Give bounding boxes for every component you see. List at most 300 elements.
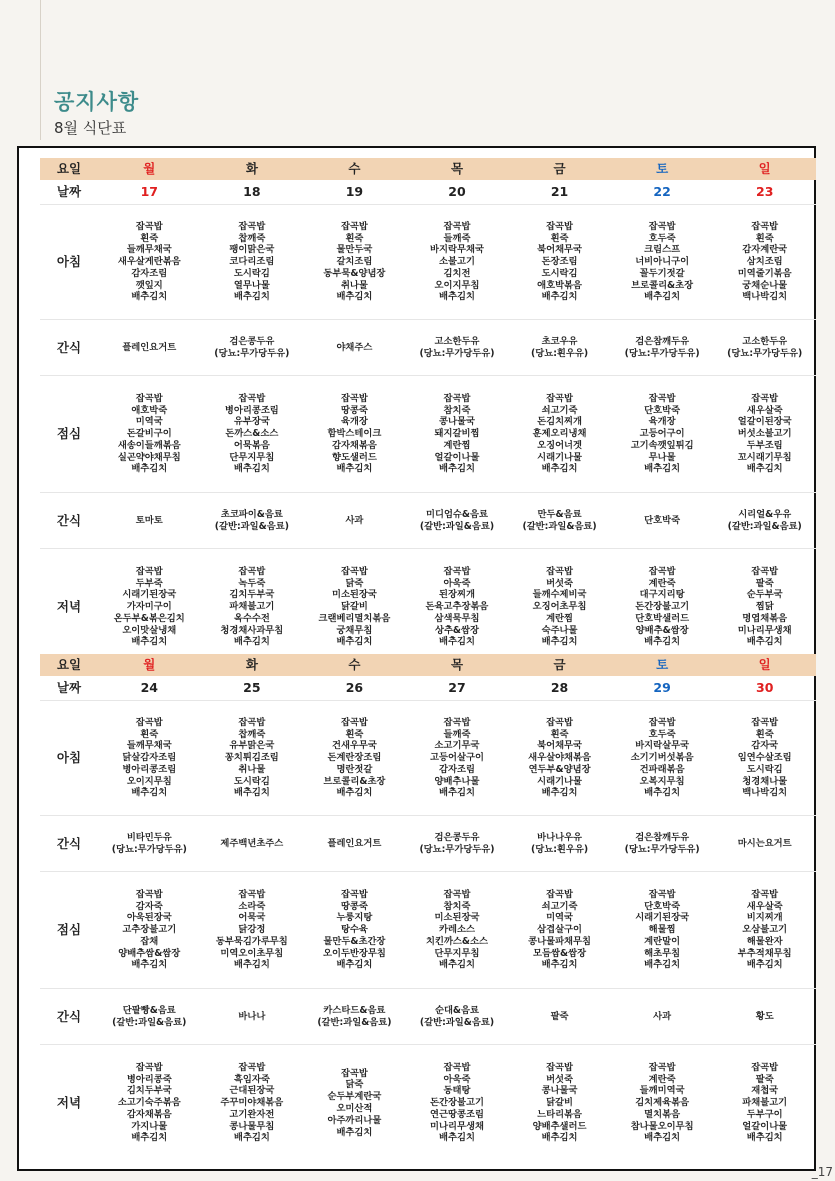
menu-item: 참나물오이무침 [630,1120,694,1132]
menu-cell [508,989,611,1044]
menu-item: 해물찜 [648,924,676,936]
menu-cell [201,989,304,1044]
menu-item: 버섯죽 [546,577,574,589]
menu-item: 잡곡밥 [443,716,471,728]
menu-item: 버섯죽 [546,1073,574,1085]
menu-item: 파채불고기 [742,1097,788,1109]
menu-item: 미디엄슈&음료 [425,508,488,520]
menu-item: 배추김치 [336,959,373,971]
weekday-cell: 목 [450,161,464,177]
menu-item: 감자조림 [131,267,168,279]
menu-cell [98,989,201,1044]
menu-item: 흑임자죽 [233,1073,270,1085]
lunch-row [40,376,816,493]
weekday-cell: 목 [450,657,464,673]
menu-item: 꽁치튀김조림 [224,752,279,764]
menu-item: 배추김치 [439,959,475,971]
menu-cell [98,549,201,665]
menu-item: 호두죽 [648,728,676,740]
menu-cell [303,320,406,375]
menu-item: 들깨무채국 [126,244,172,256]
snack-label: 간식 [56,339,82,355]
menu-item: 초코파이&음료 [220,508,283,520]
menu-item: 팥죽 [755,577,774,589]
menu-cell [611,376,714,492]
menu-item: 토마토 [135,514,163,526]
menu-item: 감자채볶음 [126,1108,172,1120]
menu-item: 온두부&볶은김치 [113,612,185,624]
menu-item: 돈육고추장볶음 [425,601,489,613]
menu-item: 브로콜리&초장 [323,775,386,787]
menu-item: 돈까스&소스 [225,428,279,440]
weekday-cell: 금 [553,161,566,177]
menu-cell [303,205,406,319]
menu-item: 잡곡밥 [648,1061,676,1073]
menu-cell [406,1045,509,1161]
menu-item: 물만두&초간장 [323,935,386,947]
menu-item: 아욱죽 [443,577,471,589]
date-cell: 19 [345,184,364,200]
menu-item: 비지찌개 [746,912,783,924]
menu-item: 닭죽 [345,1079,364,1091]
menu-item: 고등어구이 [639,428,685,440]
menu-item: 배추김치 [233,636,270,648]
weekday-cell: 월 [143,657,156,673]
menu-item: 북어채무국 [537,740,583,752]
menu-item: 배추김치 [746,463,783,475]
menu-cell [406,872,509,988]
weekday-cell: 일 [758,657,771,673]
menu-item: 배추김치 [131,1132,168,1144]
menu-cell [713,701,816,815]
menu-item: 유부장국 [233,416,270,428]
menu-item: 고추장불고기 [122,924,177,936]
menu-cell [98,320,201,375]
menu-item: 대구지리탕 [639,589,685,601]
menu-item: 브로콜리&초장 [631,279,694,291]
menu-item: 배추김치 [644,787,681,799]
morning-snack-row [40,320,816,376]
menu-item: 바나나우유 [537,831,583,843]
menu-item: 돈장조림 [541,256,578,268]
menu-cell [303,1045,406,1161]
menu-item: 감자죽 [135,900,163,912]
menu-item: 잡곡밥 [238,888,266,900]
menu-item: 새송이들깨볶음 [117,439,181,451]
date-cell: 24 [140,680,158,696]
menu-item: 흰죽 [140,232,159,244]
menu-item: 배추김치 [131,291,168,303]
menu-item: 오징어초무침 [532,601,587,613]
date-cell: 20 [448,184,466,200]
menu-item: 들깨수제비국 [532,589,587,601]
menu-cell [201,205,304,319]
menu-item: 참치죽 [443,900,471,912]
menu-item: 쇠고기죽 [541,404,578,416]
menu-item: 동태탕 [443,1085,471,1097]
menu-item: 순두부국 [746,589,783,601]
menu-item: 미역줄기볶음 [737,267,792,279]
menu-item: 흰죽 [755,728,774,740]
menu-cell [303,376,406,492]
breakfast-row [40,205,816,320]
dinner-label: 저녁 [56,599,82,615]
menu-item: 찜닭 [755,601,774,613]
menu-item: 잡곡밥 [546,220,574,232]
menu-item: 훈제오리냉채 [532,428,587,440]
menu-item: 계란죽 [648,577,676,589]
weekday-cell: 수 [348,161,361,177]
menu-item: 흰죽 [345,232,364,244]
menu-item: 궁채무침 [336,624,373,636]
menu-item: 들깨죽 [443,728,471,740]
menu-item: 땅콩죽 [340,404,368,416]
menu-item: 배추김치 [541,959,578,971]
menu-item: 무나물 [648,451,676,463]
menu-item: 잡곡밥 [135,392,163,404]
menu-item: 감자채볶음 [331,439,377,451]
menu-item: 카스타드&음료 [323,1004,386,1016]
menu-item: 크림스프 [644,244,681,256]
week-2-table [40,654,816,1161]
menu-item: 탕수육 [340,924,368,936]
menu-cell [201,816,304,871]
menu-item: 잡곡밥 [340,1067,368,1079]
menu-item: 잡곡밥 [135,565,163,577]
menu-item: 잡곡밥 [340,888,368,900]
menu-item: 잡곡밥 [238,220,266,232]
menu-cell [713,493,816,548]
menu-item: (당뇨:무가당두유) [214,347,290,359]
menu-item: 잡곡밥 [546,1061,574,1073]
dinner-row [40,1045,816,1161]
menu-cell [611,320,714,375]
menu-item: 삼색묵무침 [434,612,480,624]
menu-item: 돈간장불고기 [635,601,690,613]
menu-cell [508,872,611,988]
menu-item: 돈계란장조림 [327,752,382,764]
menu-item: 얼갈이나물 [742,1120,788,1132]
snack-label: 간식 [56,835,82,851]
week-1-table [40,158,816,665]
menu-item: 닭죽 [345,577,364,589]
menu-item: 건파래볶음 [639,763,685,775]
menu-item: 잡곡밥 [648,888,676,900]
menu-item: 아주까리나물 [327,1114,382,1126]
menu-item: 호두죽 [648,232,676,244]
lunch-label: 점심 [56,922,82,938]
menu-item: 오미산적 [336,1103,373,1114]
weekday-cell: 화 [245,161,258,177]
menu-cell [713,205,816,319]
menu-item: 시래기나물 [537,451,583,463]
menu-item: 주꾸미야채볶음 [220,1097,284,1109]
page-number: _17 [811,1165,833,1179]
menu-item: (당뇨:무가당두유) [727,347,803,359]
date-cell: 29 [653,680,671,696]
menu-item: 도시락김 [746,763,783,775]
menu-item: (당뇨:흰우유) [531,843,589,855]
menu-cell [303,701,406,815]
menu-item: 잡곡밥 [443,1061,471,1073]
menu-item: 참치죽 [443,404,471,416]
menu-item: 들깨무채국 [126,740,172,752]
menu-cell [201,1045,304,1161]
menu-item: 오징어너겟 [537,439,583,451]
menu-item: 만두&음료 [537,508,582,520]
menu-cell [508,205,611,319]
menu-item: 배추김치 [439,636,475,648]
menu-item: 배추김치 [644,636,681,648]
menu-item: 옥수수전 [233,612,270,624]
menu-item: 순대&음료 [434,1004,479,1016]
menu-item: 돈갈비구이 [126,428,172,440]
menu-cell [713,816,816,871]
menu-item: 계란찜 [546,612,574,624]
menu-item: 배추김치 [336,636,373,648]
menu-item: 배추김치 [233,959,270,971]
menu-item: 백나박김치 [742,291,788,303]
menu-cell [713,872,816,988]
menu-item: 콩나물파채무침 [528,935,591,947]
menu-item: (당뇨:무가당두유) [111,843,187,855]
snack-label: 간식 [56,1008,82,1024]
menu-cell [201,376,304,492]
date-cell: 23 [756,184,774,200]
menu-item: 단팥빵&음료 [122,1004,176,1016]
menu-item: 단호박죽 [644,404,681,416]
menu-item: 김치전 [443,267,471,279]
menu-item: 배추김치 [336,1126,373,1138]
menu-item: 된장찌개 [439,589,475,601]
date-cell: 22 [653,184,671,200]
menu-item: 소기기버섯볶음 [630,752,694,764]
menu-item: 잡곡밥 [238,565,266,577]
date-cell: 26 [345,680,364,696]
menu-item: 꼴두기젓갈 [639,267,685,279]
menu-cell [611,1045,714,1161]
menu-item: 돈간장불고기 [430,1097,484,1109]
date-cell: 25 [243,680,261,696]
morning-snack-row [40,816,816,872]
menu-item: 오이지무침 [434,279,480,291]
menu-item: 애호박볶음 [537,279,583,291]
day-label: 요일 [56,161,82,177]
menu-item: 향도샐러드 [331,451,377,463]
menu-item: 흰죽 [550,232,569,244]
menu-item: 야채주스 [336,341,373,353]
menu-item: 어묵볶음 [233,439,270,451]
menu-item: 단호박죽 [644,900,681,912]
menu-item: 배추김치 [233,463,270,475]
menu-item: 바지락살무국 [635,740,690,752]
menu-item: 청경채나물 [742,775,788,787]
breakfast-label: 아침 [56,750,82,766]
menu-item: 잡곡밥 [751,392,779,404]
menu-table-frame [17,146,816,1171]
menu-item: 도시락김 [233,775,270,787]
weekday-cell: 월 [143,161,156,177]
menu-item: 배추김치 [233,787,270,799]
menu-item: 닭살감자조림 [122,752,177,764]
menu-item: 흰죽 [755,232,774,244]
menu-item: 두부죽 [135,577,163,589]
page-subtitle: 8월 식단표 [54,119,127,137]
menu-item: 오이맛살냉채 [122,624,177,636]
menu-item: 배추김치 [439,787,475,799]
menu-item: 미소된장국 [331,589,377,601]
menu-item: 고기완자전 [229,1108,275,1120]
weekday-cell: 토 [656,657,669,673]
date-cell: 30 [756,680,774,696]
menu-item: 육개장 [340,416,368,428]
day-label: 요일 [56,657,82,673]
menu-item: 닭강정 [238,924,266,936]
menu-item: 꼬시래기무침 [737,451,792,463]
menu-cell [98,205,201,319]
menu-item: 미역오이초무침 [220,947,284,959]
menu-cell [406,493,509,548]
menu-item: 멸치볶음 [644,1108,681,1120]
menu-item: 잡곡밥 [340,392,368,404]
menu-item: 취나물 [340,279,368,291]
menu-item: 코다리조림 [229,256,275,268]
menu-item: 배추김치 [541,291,578,303]
menu-cell [98,816,201,871]
menu-item: 아욱죽 [443,1073,471,1085]
menu-item: 잡곡밥 [340,716,368,728]
menu-item: (당뇨:무가당두유) [624,843,700,855]
menu-cell [713,1045,816,1161]
menu-item: 흰죽 [140,728,159,740]
menu-item: (당뇨:흰우유) [531,347,589,359]
menu-item: 새우살죽 [746,900,783,912]
menu-item: 열무나물 [233,279,270,291]
menu-item: 계란말이 [644,935,681,947]
menu-item: 느타리볶음 [537,1108,583,1120]
menu-item: 배추김치 [131,787,168,799]
menu-item: 잡곡밥 [135,1061,163,1073]
menu-item: 흰죽 [345,728,364,740]
menu-item: 잡곡밥 [238,716,266,728]
menu-item: 파채불고기 [229,601,275,613]
menu-cell [508,1045,611,1161]
menu-cell [713,989,816,1044]
menu-item: 잡곡밥 [648,716,676,728]
menu-cell [508,816,611,871]
menu-item: 양배추샐러드 [532,1120,587,1132]
menu-item: 땅콩죽 [340,900,368,912]
menu-item: (갈반:과일&음료) [317,1016,392,1028]
menu-item: (갈반:과일&음료) [214,520,289,532]
menu-item: 취나물 [238,763,266,775]
menu-item: 도시락김 [541,267,578,279]
weekday-cell: 수 [348,657,361,673]
menu-cell [713,549,816,665]
menu-item: 김치두부국 [126,1085,172,1097]
menu-cell [508,549,611,665]
weekday-cell: 화 [245,657,258,673]
menu-item: 녹두죽 [238,577,266,589]
menu-item: 함박스테이크 [327,428,382,440]
menu-item: 잡곡밥 [443,565,471,577]
date-cell: 27 [448,680,466,696]
menu-item: 깻잎지 [135,279,163,291]
menu-item: (갈반:과일&음료) [419,520,495,532]
menu-item: 새우살게란볶음 [117,256,181,268]
date-label: 날짜 [56,184,82,200]
date-label: 날짜 [56,680,82,696]
menu-cell [611,205,714,319]
menu-item: (당뇨:무가당두유) [419,347,495,359]
menu-item: 배추김치 [439,463,475,475]
menu-item: 잡곡밥 [340,565,368,577]
menu-item: 동부묵&양념장 [323,267,386,279]
menu-cell [98,701,201,815]
menu-item: 닭갈비 [340,601,368,613]
menu-item: 물만두국 [336,244,373,256]
menu-item: 검은콩두유 [229,335,275,347]
menu-item: 소불고기 [439,256,475,268]
menu-item: 잡곡밥 [135,716,163,728]
menu-item: 찹깨죽 [238,728,266,740]
menu-cell [713,320,816,375]
menu-item: 얼갈이나물 [434,451,480,463]
menu-item: 백나박김치 [742,787,788,799]
menu-item: 배추김치 [439,291,475,303]
menu-item: 잡곡밥 [648,565,676,577]
weekday-cell: 일 [758,161,771,177]
menu-item: 미역국 [546,912,574,924]
menu-item: 사과 [345,514,364,526]
menu-item: 배추김치 [541,787,578,799]
menu-item: 잡곡밥 [443,392,471,404]
menu-item: 고소한두유 [434,335,480,347]
menu-item: 연근땅콩조림 [430,1108,484,1120]
menu-item: 시리얼&우유 [738,508,792,520]
menu-item: 감자국 [751,740,779,752]
menu-cell [406,989,509,1044]
menu-item: 배추김치 [131,463,168,475]
menu-item: 해물완자 [746,935,783,947]
menu-item: 배추김치 [131,959,168,971]
menu-item: 배추김치 [746,959,783,971]
page-title: 공지사항 [54,90,140,114]
menu-item: 명란젓갈 [336,763,373,775]
menu-item: 새우살야채볶음 [528,752,591,764]
menu-item: 들깨미역국 [639,1085,685,1097]
menu-item: 잡곡밥 [751,888,779,900]
menu-cell [508,701,611,815]
menu-item: 미나리무생채 [737,624,792,636]
menu-item: 동부묵김가루무침 [215,935,288,947]
menu-item: 새우살죽 [746,404,783,416]
menu-item: 마시는요거트 [737,837,792,849]
menu-cell [201,320,304,375]
menu-item: 갈치조림 [336,256,373,268]
afternoon-snack-row [40,493,816,549]
menu-item: 검은참깨두유 [635,335,690,347]
menu-item: 육개장 [648,416,676,428]
menu-item: 삼겹살구이 [537,924,583,936]
menu-item: 감자조림 [439,763,475,775]
menu-item: 단무지무침 [434,947,480,959]
menu-cell [406,205,509,319]
menu-item: 단호박죽 [644,514,681,526]
menu-item: 배추김치 [541,463,578,475]
menu-cell [508,320,611,375]
menu-item: 잡곡밥 [546,565,574,577]
